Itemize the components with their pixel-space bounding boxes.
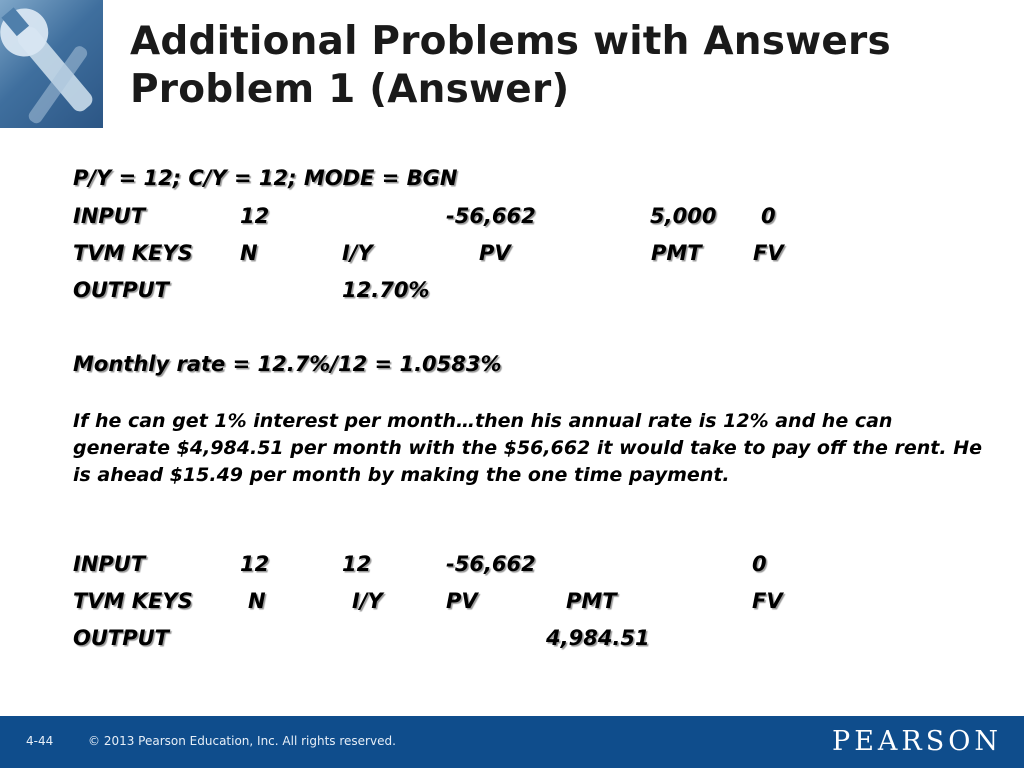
input-pmt: 5,000	[650, 204, 717, 228]
title-line-2: Problem 1 (Answer)	[130, 67, 570, 112]
key-fv: FV	[752, 589, 783, 613]
input-fv: 0	[752, 552, 767, 576]
input-n: 12	[240, 204, 270, 228]
pearson-logo: PEARSON	[832, 726, 1002, 757]
input-label: INPUT	[73, 552, 146, 576]
page-number: 4-44	[26, 734, 54, 748]
key-iy: I/Y	[342, 241, 373, 265]
footer-bar	[0, 716, 1024, 768]
key-pv: PV	[479, 241, 511, 265]
input-pv: -56,662	[446, 204, 536, 228]
output-iy: 12.70%	[342, 278, 430, 302]
wrench-logo-image	[0, 0, 103, 128]
input-iy: 12	[342, 552, 372, 576]
output-label: OUTPUT	[73, 626, 169, 650]
key-pmt: PMT	[651, 241, 702, 265]
input-label: INPUT	[73, 204, 146, 228]
title-line-1: Additional Problems with Answers	[130, 19, 891, 64]
input-n: 12	[240, 552, 270, 576]
output-pmt: 4,984.51	[546, 626, 650, 650]
output-label: OUTPUT	[73, 278, 169, 302]
monthly-rate-text: Monthly rate = 12.7%/12 = 1.0583%	[73, 352, 502, 376]
key-n: N	[240, 241, 258, 265]
input-fv: 0	[761, 204, 776, 228]
key-pv: PV	[446, 589, 478, 613]
key-iy: I/Y	[352, 589, 383, 613]
wrench-icon	[0, 0, 103, 128]
copyright-text: © 2013 Pearson Education, Inc. All rights reserved.	[88, 734, 396, 748]
key-n: N	[248, 589, 266, 613]
key-fv: FV	[753, 241, 784, 265]
slide-title	[130, 18, 891, 114]
input-pv: -56,662	[446, 552, 536, 576]
keys-label: TVM KEYS	[73, 241, 193, 265]
keys-label: TVM KEYS	[73, 589, 193, 613]
settings-text: P/Y = 12; C/Y = 12; MODE = BGN	[73, 166, 458, 190]
explanation-paragraph: If he can get 1% interest per month…then his annual rate is 12% and he can generate $4,984.51 per month with the $56,662 it would take to pay off the rent. He is ahead $15.49 per month by making the one time payment.	[73, 410, 982, 486]
key-pmt: PMT	[566, 589, 617, 613]
